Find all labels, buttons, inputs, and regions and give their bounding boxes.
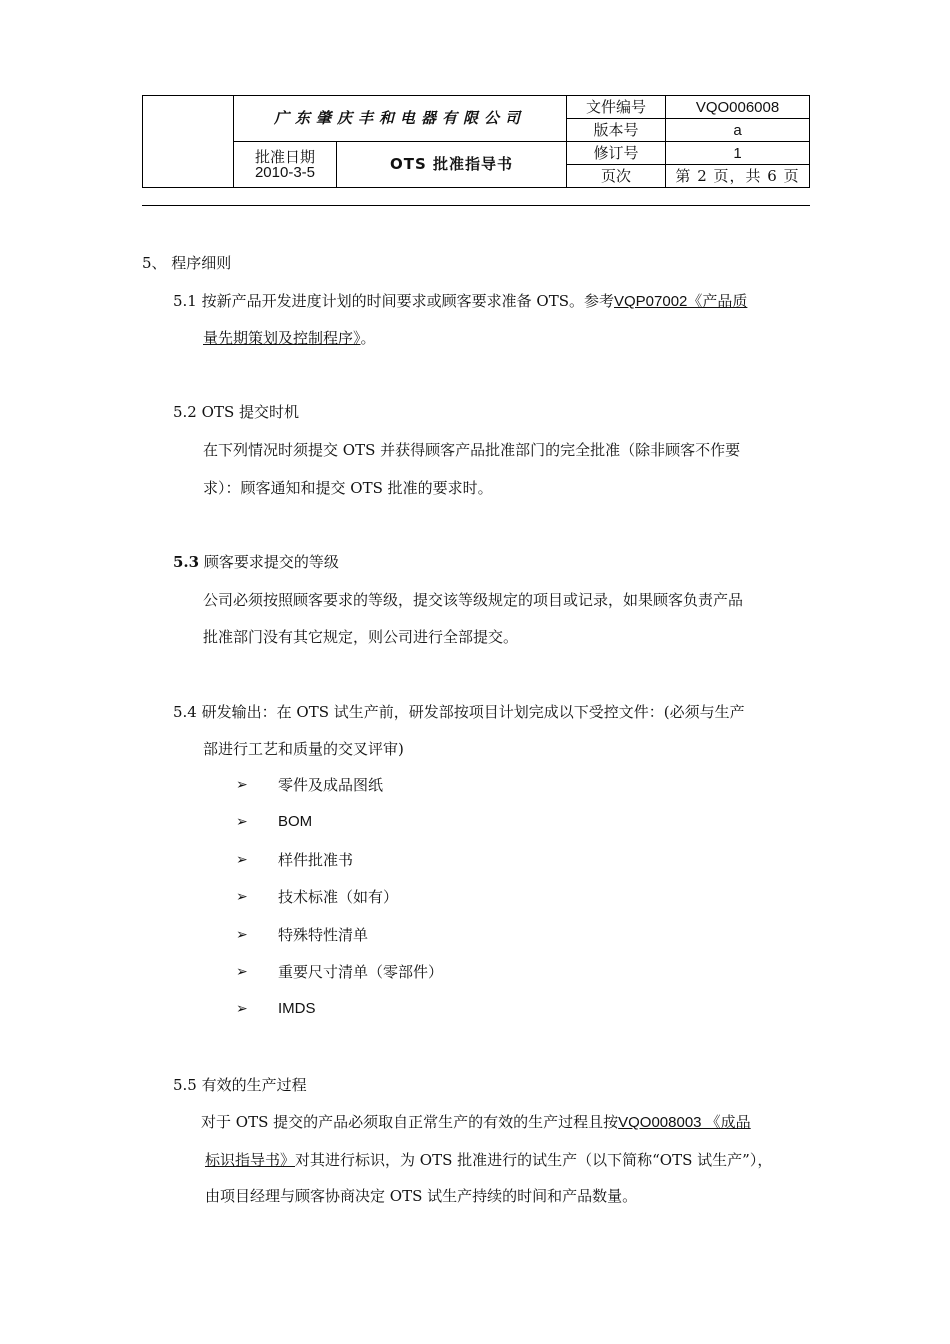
revision-label: 修订号 bbox=[567, 142, 666, 165]
approve-date-cell bbox=[234, 142, 337, 188]
version-value: a bbox=[666, 119, 810, 142]
page-label: 页次 bbox=[567, 165, 666, 188]
section-5-5-line-2 bbox=[205, 1150, 772, 1170]
section-5-3-number: 5.3 bbox=[173, 553, 200, 571]
document-header-table bbox=[142, 95, 810, 188]
section-5-5-reference-link[interactable]: VQO008003 《成品 bbox=[618, 1114, 751, 1131]
section-5-5-text-2: 对其进行标识，为 OTS 批准进行的试生产（以下简称“OTS 试生产”）， bbox=[295, 1151, 773, 1169]
list-item: 技术标准（如有） bbox=[278, 888, 399, 906]
section-5-1-line-1 bbox=[173, 291, 747, 312]
doc-no-label: 文件编号 bbox=[567, 96, 666, 119]
section-5-3-title: 顾客要求提交的等级 bbox=[203, 553, 339, 571]
section-5-1-number: 5.1 bbox=[173, 292, 197, 310]
section-5-5-text: 对于 OTS 提交的产品必须取自正常生产的有效的生产过程且按 bbox=[201, 1113, 619, 1131]
section-5-5-heading bbox=[173, 1075, 307, 1095]
page-value: 第 2 页，共 6 页 bbox=[666, 165, 810, 188]
section-5-4-line-1 bbox=[173, 702, 745, 722]
section-5-2-number: 5.2 bbox=[173, 403, 197, 421]
section-5-3-heading bbox=[173, 552, 339, 572]
list-item: 零件及成品图纸 bbox=[278, 776, 384, 794]
section-5-2-line-2: 求）：顾客通知和提交 OTS 批准的要求时。 bbox=[203, 479, 493, 497]
section-5-4-line-2: 部进行工艺和质量的交叉评审) bbox=[203, 740, 404, 758]
section-5-5-line-1 bbox=[201, 1112, 751, 1133]
arrow-bullet-icon: ➢ bbox=[236, 889, 248, 905]
list-item: 样件批准书 bbox=[278, 851, 354, 869]
section-5-5-reference-link-cont[interactable]: 标识指导书》 bbox=[205, 1151, 296, 1169]
list-item: 特殊特性清单 bbox=[278, 926, 369, 944]
header-divider bbox=[142, 205, 810, 206]
arrow-bullet-icon: ➢ bbox=[236, 852, 248, 868]
section-5-2-heading bbox=[173, 402, 299, 422]
section-5-1-end: 。 bbox=[360, 329, 376, 347]
section-5-4-number: 5.4 bbox=[173, 703, 197, 721]
section-5-heading: 5、 程序细则 bbox=[142, 254, 232, 272]
doc-no-value: VQO006008 bbox=[666, 96, 810, 119]
arrow-bullet-icon: ➢ bbox=[236, 814, 248, 830]
section-5-1-reference-link-cont[interactable]: 量先期策划及控制程序》 bbox=[203, 329, 361, 347]
company-name: 广东肇庆丰和电器有限公司 bbox=[234, 96, 567, 142]
arrow-bullet-icon: ➢ bbox=[236, 777, 248, 793]
list-item: BOM bbox=[278, 813, 313, 830]
approve-date-label: 批准日期 bbox=[254, 148, 315, 166]
section-5-5-number: 5.5 bbox=[173, 1076, 197, 1094]
list-item: IMDS bbox=[278, 1000, 316, 1017]
section-5-3-line-1: 公司必须按照顾客要求的等级，提交该等级规定的项目或记录，如果顾客负责产品 bbox=[203, 591, 744, 609]
section-5-2-line-1: 在下列情况时须提交 OTS 并获得顾客产品批准部门的完全批准（除非顾客不作要 bbox=[203, 441, 741, 459]
arrow-bullet-icon: ➢ bbox=[236, 964, 248, 980]
section-5-1-reference-link[interactable]: VQP07002《产品质 bbox=[614, 293, 748, 310]
version-label: 版本号 bbox=[567, 119, 666, 142]
section-5-1-text: 按新产品开发进度计划的时间要求或顾客要求准备 OTS。参考 bbox=[201, 292, 614, 310]
section-5-4-text: 研发输出：在 OTS 试生产前，研发部按项目计划完成以下受控文件：(必须与生产 bbox=[201, 703, 745, 721]
section-5-5-title: 有效的生产过程 bbox=[201, 1076, 307, 1094]
section-5-3-line-2: 批准部门没有其它规定，则公司进行全部提交。 bbox=[203, 628, 519, 646]
approve-date-value: 2010-3-5 bbox=[254, 163, 316, 181]
section-5-2-title: OTS 提交时机 bbox=[201, 403, 299, 421]
logo-cell bbox=[143, 96, 234, 188]
revision-value: 1 bbox=[666, 142, 810, 165]
document-title: OTS 批准指导书 bbox=[337, 142, 567, 188]
section-5-1-line-2 bbox=[203, 328, 376, 348]
arrow-bullet-icon: ➢ bbox=[236, 927, 248, 943]
list-item: 重要尺寸清单（零部件） bbox=[278, 963, 444, 981]
arrow-bullet-icon: ➢ bbox=[236, 1001, 248, 1017]
section-5-5-line-3: 由项目经理与顾客协商决定 OTS 试生产持续的时间和产品数量。 bbox=[205, 1187, 638, 1205]
